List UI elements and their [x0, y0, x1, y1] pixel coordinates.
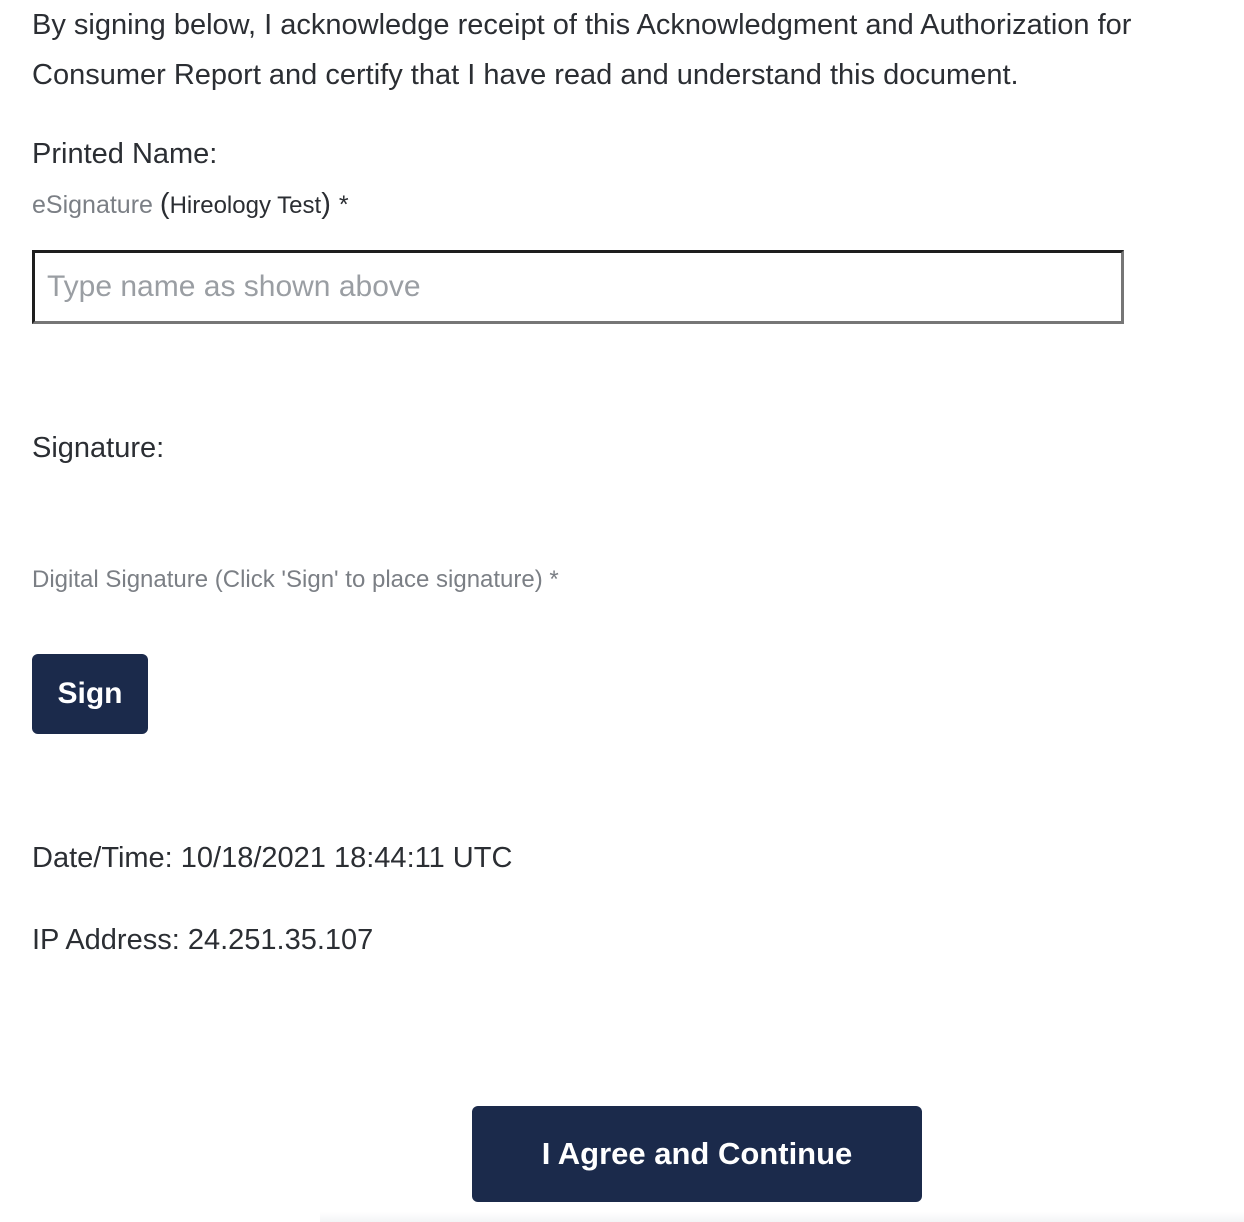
acknowledgment-text: By signing below, I acknowledge receipt of this Acknowledgment and Authorization for Consumer Report and certify that I have read and understand this document. [32, 9, 1132, 91]
ip-address-text: IP Address: 24.251.35.107 [32, 924, 374, 956]
esignature-label [32, 184, 349, 226]
datetime-text: Date/Time: 10/18/2021 18:44:11 UTC [32, 842, 513, 874]
footer-shadow [320, 1212, 1244, 1222]
printed-name-label: Printed Name: [32, 138, 218, 170]
sign-button[interactable]: Sign [32, 654, 148, 734]
esignature-prefix: eSignature [32, 191, 153, 219]
required-marker: * [338, 191, 349, 219]
signature-label: Signature: [32, 432, 165, 464]
esignature-close-paren: ) [321, 188, 331, 220]
esignature-name-input[interactable] [32, 250, 1124, 324]
esignature-open-paren: ( [159, 188, 170, 220]
digital-signature-label: Digital Signature (Click 'Sign' to place signature) * [32, 566, 559, 593]
agree-and-continue-button[interactable]: I Agree and Continue [472, 1106, 922, 1202]
esignature-expected-name: Hireology Test [169, 192, 322, 219]
